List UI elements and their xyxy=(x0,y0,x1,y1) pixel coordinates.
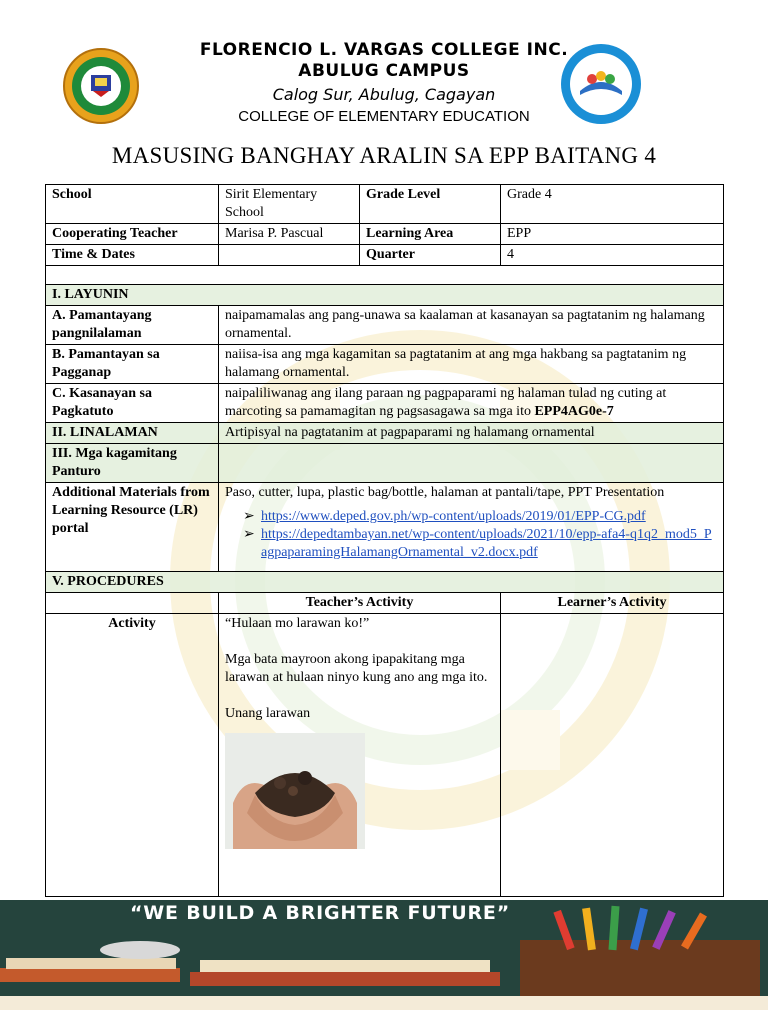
school-header xyxy=(0,40,768,128)
college-name: FLORENCIO L. VARGAS COLLEGE INC. xyxy=(199,40,569,60)
performance-standard-value: naiisa-isa ang mga kagamitan sa pagtatanim at ang mga hakbang sa pagtatanim ng halamang ornamental. xyxy=(219,345,724,384)
activity-label: Activity xyxy=(46,614,219,897)
list-item xyxy=(243,508,717,526)
learning-competency-label: C. Kasanayan sa Pagkatuto xyxy=(46,384,219,423)
campus-name: ABULUG CAMPUS xyxy=(298,61,470,81)
additional-materials-label: Additional Materials from Learning Resource (LR) portal xyxy=(46,483,219,572)
time-dates-value xyxy=(219,245,360,266)
procedures-blank xyxy=(46,593,219,614)
learning-area-label: Learning Area xyxy=(360,224,501,245)
content-label: II. LINALAMAN xyxy=(46,423,219,444)
objectives-heading: I. LAYUNIN xyxy=(46,285,724,306)
module-link[interactable]: https://depedtambayan.net/wp-content/uploads/2021/10/epp-afa4-q1q2_mod5_PagpaparamingHalamangOrnamental_v2.docx.pdf xyxy=(261,527,712,560)
footer-banner xyxy=(0,900,768,1010)
learner-activity-header: Learner’s Activity xyxy=(501,593,724,614)
quarter-label: Quarter xyxy=(360,245,501,266)
quarter-value: 4 xyxy=(501,245,724,266)
lesson-plan-table xyxy=(45,184,724,897)
additional-materials-cell xyxy=(219,483,724,572)
curriculum-guide-link[interactable]: https://www.deped.gov.ph/wp-content/uploads/2019/01/EPP-CG.pdf xyxy=(261,509,646,524)
time-dates-label: Time & Dates xyxy=(46,245,219,266)
soil-hands-photo xyxy=(225,733,494,849)
content-standard-label: A. Pamantayang pangnilalaman xyxy=(46,306,219,345)
resource-links xyxy=(243,508,717,562)
cooperating-teacher-label: Cooperating Teacher xyxy=(46,224,219,245)
arrow-bullet-icon: ➢ xyxy=(243,527,255,542)
activity-instruction: Mga bata mayroon akong ipapakitang mga larawan at hulaan ninyo kung ano ang mga ito. xyxy=(225,652,488,685)
content-standard-value: naipamamalas ang pang-unawa sa kaalaman at kasanayan sa pagtatanim ng halamang ornamental. xyxy=(219,306,724,345)
grade-level-value: Grade 4 xyxy=(501,185,724,224)
learning-competency-value: naipaliliwanag ang ilang paraan ng pagpaparami ng halaman tulad ng cuting at marcoting sa pamamagitan ng pagsasagawa sa mga ito xyxy=(225,386,667,419)
procedures-heading: V. PROCEDURES xyxy=(46,572,724,593)
learning-competency-cell xyxy=(219,384,724,423)
activity-quote: “Hulaan mo larawan ko!” xyxy=(225,616,370,631)
competency-code: EPP4AG0e-7 xyxy=(534,404,614,419)
additional-materials-value: Paso, cutter, lupa, plastic bag/bottle, halaman at pantali/tape, PPT Presentation xyxy=(225,485,665,500)
learning-area-value: EPP xyxy=(501,224,724,245)
cooperating-teacher-value: Marisa P. Pascual xyxy=(219,224,360,245)
list-item xyxy=(243,526,717,562)
school-label: School xyxy=(46,185,219,224)
grade-level-label: Grade Level xyxy=(360,185,501,224)
materials-label: III. Mga kagamitang Panturo xyxy=(46,444,219,483)
school-value: Sirit Elementary School xyxy=(219,185,360,224)
performance-standard-label: B. Pamantayan sa Pagganap xyxy=(46,345,219,384)
campus-address: Calog Sur, Abulug, Cagayan xyxy=(272,85,496,104)
spacer-row xyxy=(46,266,724,285)
content-value: Artipisyal na pagtatanim at pagpaparami ng halamang ornamental xyxy=(219,423,724,444)
materials-value xyxy=(219,444,724,483)
learner-activity-cell xyxy=(501,614,724,897)
arrow-bullet-icon: ➢ xyxy=(243,509,255,524)
teacher-activity-cell xyxy=(219,614,501,897)
lesson-plan-title: MASUSING BANGHAY ARALIN SA EPP BAITANG 4 xyxy=(111,143,657,168)
slogan: “WE BUILD A BRIGHTER FUTURE” xyxy=(130,902,510,924)
teacher-activity-header: Teacher’s Activity xyxy=(219,593,501,614)
department-name: COLLEGE OF ELEMENTARY EDUCATION xyxy=(238,108,530,125)
first-picture-label: Unang larawan xyxy=(225,706,311,721)
